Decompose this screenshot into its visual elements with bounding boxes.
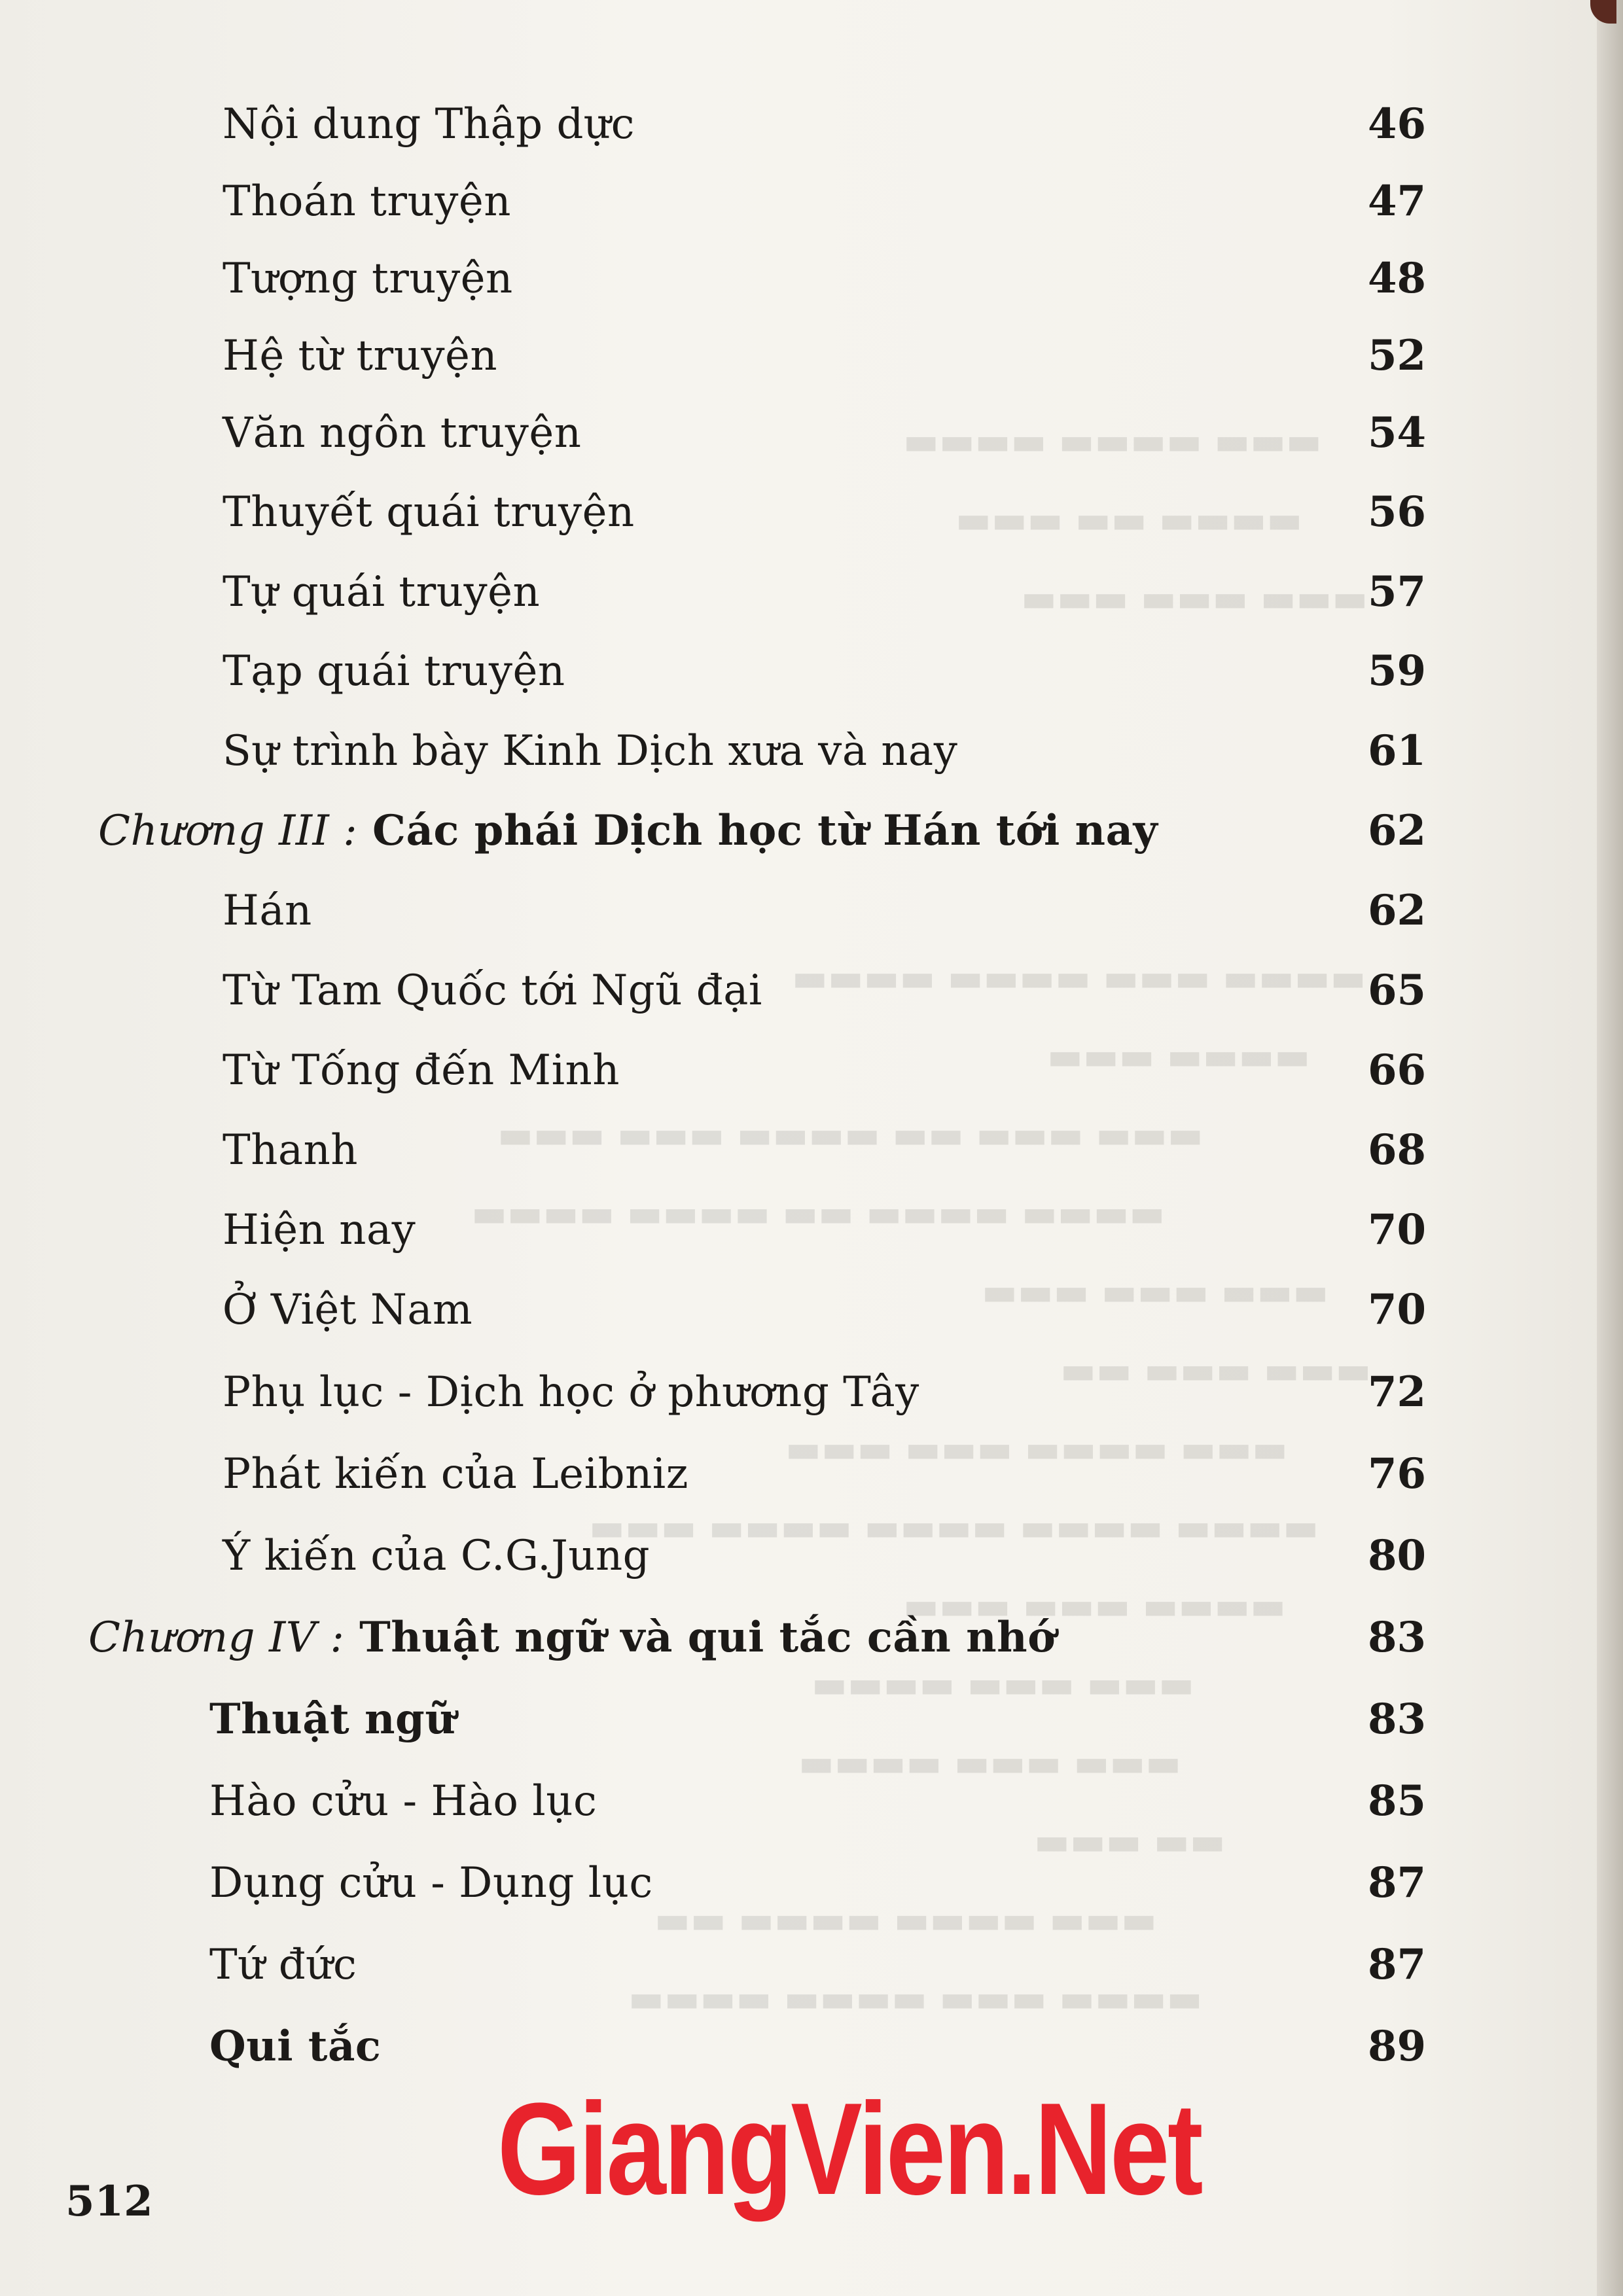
toc-entry-page: 47 [1368, 177, 1427, 226]
toc-entry-page: 56 [1368, 487, 1427, 537]
bleed-through-ghost: ▬▬▬ ▬▬▬ ▬▬▬ [982, 1269, 1329, 1314]
toc-entry-page: 87 [1368, 1940, 1427, 1989]
toc-entry [0, 1520, 1623, 1592]
bleed-through-ghost: ▬▬▬ ▬▬▬ ▬▬ [1060, 1348, 1372, 1392]
toc-entry-page: 48 [1368, 254, 1427, 303]
toc-entry-page: 83 [1368, 1613, 1427, 1662]
toc-entry-page: 70 [1368, 1285, 1427, 1334]
toc-entry-title: Thoán truyện [223, 177, 511, 226]
chapter-label: Chương IV : [88, 1614, 345, 1662]
toc-entry-title: Dụng cửu - Dụng lục [209, 1859, 653, 1907]
toc-entry [0, 875, 1623, 947]
toc-entry [0, 1356, 1623, 1428]
toc-entry-page: 62 [1368, 886, 1427, 935]
toc-entry [0, 2011, 1623, 2083]
toc-entry-title: Nội dung Thập dực [223, 100, 635, 149]
chapter-title [88, 1602, 1056, 1674]
toc-entry-title: Tứ đức [209, 1941, 357, 1989]
toc-entry-title: Qui tắc [209, 2022, 382, 2071]
toc-entry [0, 476, 1623, 548]
toc-entry-title: Hệ từ truyện [223, 332, 498, 380]
toc-entry [0, 397, 1623, 469]
toc-entry-title: Thanh [223, 1126, 358, 1174]
toc-entry [0, 1847, 1623, 1919]
toc-entry [0, 1438, 1623, 1510]
toc-entry-page: 65 [1368, 966, 1427, 1015]
bleed-through-ghost: ▬▬▬ ▬▬▬ ▬▬▬▬ [812, 1662, 1194, 1706]
toc-entry-title: Tượng truyện [223, 255, 513, 303]
bleed-through-ghost: ▬▬▬▬ ▬▬▬ ▬▬▬ [903, 1583, 1286, 1628]
toc-entry-page: 85 [1368, 1776, 1427, 1826]
toc-entry-title: Hiện nay [223, 1206, 416, 1254]
toc-entry-title: Thuật ngữ [209, 1695, 456, 1744]
toc-entry [0, 1274, 1623, 1346]
toc-entry [0, 166, 1623, 238]
toc-entry-page: 76 [1368, 1449, 1427, 1498]
toc-entry-title: Phát kiến của Leibniz [223, 1450, 688, 1498]
chapter-name: Thuật ngữ và qui tắc cần nhớ [359, 1613, 1056, 1662]
toc-entry-title: Sự trình bày Kinh Dịch xưa và nay [223, 727, 958, 775]
toc-entry-title: Thuyết quái truyện [223, 488, 635, 537]
bleed-through-ghost: ▬▬ ▬▬▬ [1034, 1819, 1226, 1863]
toc-entry-page: 59 [1368, 646, 1427, 696]
bleed-through-ghost: ▬▬▬▬ ▬▬▬▬ ▬▬▬▬ ▬▬▬▬ ▬▬▬ [589, 1505, 1319, 1549]
toc-entry [0, 715, 1623, 787]
chapter-name: Các phái Dịch học từ Hán tới nay [372, 806, 1158, 855]
toc-entry [0, 243, 1623, 315]
toc-entry-title: Văn ngôn truyện [223, 409, 582, 457]
bleed-through-ghost: ▬▬▬▬ ▬▬▬▬ ▬▬ ▬▬▬▬ ▬▬▬▬ [471, 1191, 1166, 1235]
toc-entry [0, 320, 1623, 392]
toc-entry-page: 80 [1368, 1531, 1427, 1580]
toc-entry [0, 1765, 1623, 1837]
bleed-through-ghost: ▬▬▬ ▬▬▬ ▬▬ ▬▬▬▬ ▬▬▬ ▬▬▬ [497, 1112, 1204, 1157]
bleed-through-ghost: ▬▬▬ ▬▬▬ ▬▬▬▬ [798, 1740, 1181, 1785]
page-number: 512 [65, 2177, 153, 2226]
toc-entry-page: 70 [1368, 1205, 1427, 1254]
toc-entry [0, 635, 1623, 707]
toc-entry-page: 68 [1368, 1125, 1427, 1174]
toc-entry [0, 1929, 1623, 2001]
toc-entry-page: 87 [1368, 1858, 1427, 1907]
toc-entry-page: 46 [1368, 99, 1427, 149]
bleed-through-ghost: ▬▬▬ ▬▬▬▬ ▬▬▬▬ [903, 419, 1322, 463]
toc-chapter-heading [0, 1602, 1623, 1674]
toc-entry [0, 955, 1623, 1027]
bleed-through-ghost: ▬▬▬ ▬▬▬▬ ▬▬▬ ▬▬▬ [785, 1426, 1288, 1471]
toc-entry [0, 1114, 1623, 1186]
bleed-through-ghost: ▬▬▬▬ ▬▬▬ ▬▬▬▬ ▬▬▬▬ [792, 955, 1366, 1000]
toc-entry-title: Tạp quái truyện [223, 647, 565, 696]
site-watermark: GiangVien.Net [497, 2076, 1202, 2222]
bleed-through-ghost: ▬▬▬▬ ▬▬▬ ▬▬▬▬ ▬▬▬▬ [628, 1976, 1203, 2021]
chapter-label: Chương III : [98, 807, 358, 855]
toc-entry-page: 72 [1368, 1368, 1427, 1417]
toc-entry [0, 1194, 1623, 1266]
toc-entry-title: Hán [223, 887, 312, 935]
toc-chapter-heading [0, 795, 1623, 867]
toc-entry-title: Từ Tống đến Minh [223, 1046, 620, 1095]
toc-entry-page: 52 [1368, 331, 1427, 380]
bleed-through-ghost: ▬▬▬ ▬▬▬ ▬▬▬ [1021, 576, 1368, 620]
toc-entry-title: Ý kiến của C.G.Jung [223, 1532, 651, 1580]
toc-entry [0, 556, 1623, 628]
toc-entry-title: Ở Việt Nam [223, 1286, 473, 1334]
bleed-through-ghost: ▬▬▬▬ ▬▬▬ [1047, 1034, 1311, 1078]
toc-entry-title: Hào cửu - Hào lục [209, 1777, 597, 1826]
toc-entry [0, 1684, 1623, 1756]
toc-entry-page: 54 [1368, 408, 1427, 457]
bleed-through-ghost: ▬▬▬▬ ▬▬ ▬▬▬ [955, 497, 1303, 542]
toc-entry-page: 89 [1368, 2022, 1427, 2071]
toc-entry-page: 83 [1368, 1695, 1427, 1744]
toc-entry-page: 62 [1368, 806, 1427, 855]
toc-entry-title: Phụ lục - Dịch học ở phương Tây [223, 1368, 919, 1417]
toc-entry-page: 57 [1368, 567, 1427, 616]
toc-entry-title: Tự quái truyện [223, 568, 541, 616]
bleed-through-ghost: ▬▬▬ ▬▬▬▬ ▬▬▬▬ ▬▬ [654, 1898, 1157, 1942]
toc-entry [0, 1034, 1623, 1106]
toc-entry-page: 66 [1368, 1046, 1427, 1095]
toc-entry-page: 61 [1368, 726, 1427, 775]
toc-entry [0, 88, 1623, 160]
chapter-title [98, 795, 1158, 867]
toc-entry-title: Từ Tam Quốc tới Ngũ đại [223, 966, 762, 1015]
